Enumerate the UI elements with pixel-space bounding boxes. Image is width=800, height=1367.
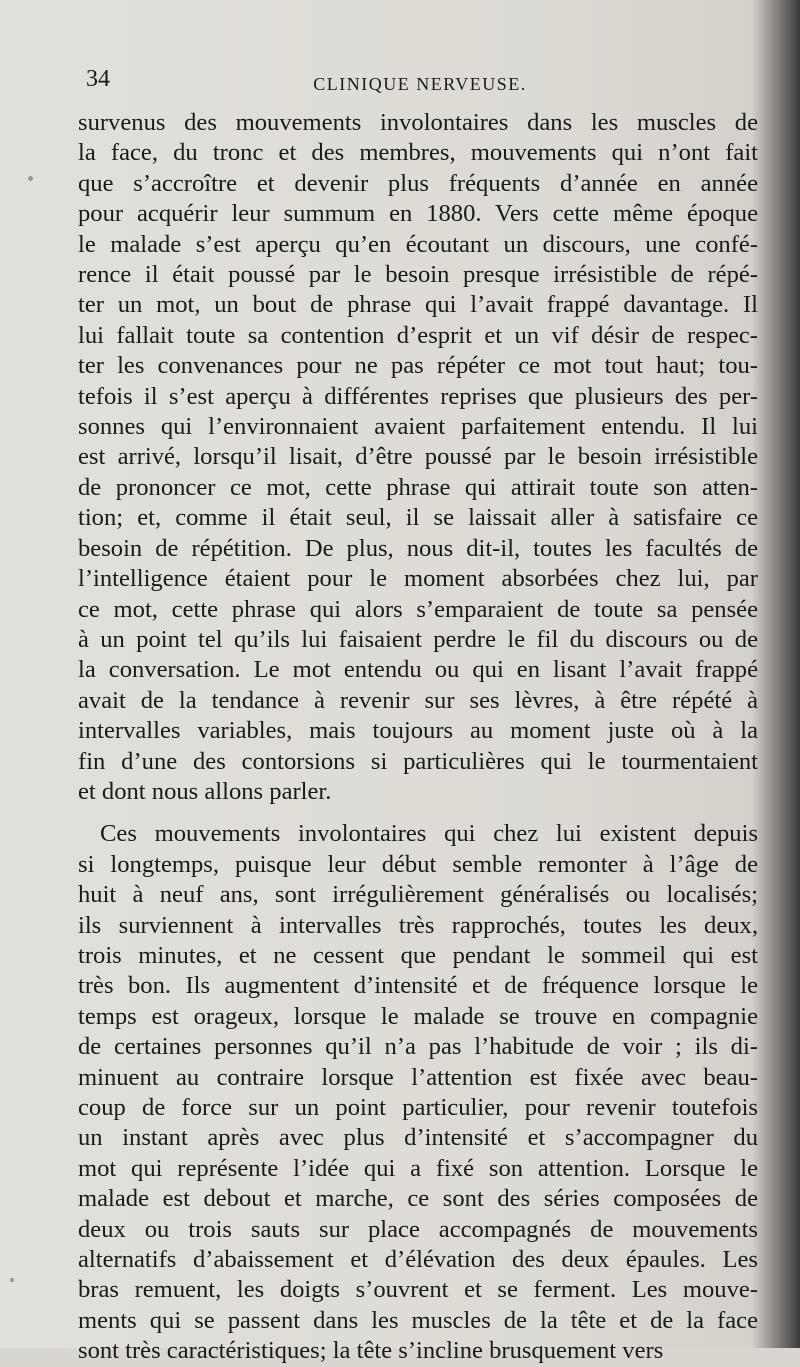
text-line: le malade s’est aperçu qu’en écoutant un discours, une confé- [78, 230, 758, 258]
text-line: à un point tel qu’ils lui faisaient perdre le fil du discours ou de [78, 625, 758, 653]
body-text [78, 108, 758, 1367]
text-line: sont très caractéristiques; la tête s’incline brusquement vers [78, 1337, 664, 1365]
text-line: que s’accroître et devenir plus fréquents d’année en année [78, 169, 758, 197]
running-head [84, 66, 756, 106]
ink-speck [28, 176, 33, 181]
text-line: tion; et, comme il était seul, il se laissait aller à satisfaire ce [78, 504, 758, 532]
paragraph [78, 819, 758, 1366]
text-line: avait de la tendance à revenir sur ses lèvres, à être répété à [78, 686, 758, 714]
text-line: lui fallait toute sa contention d’esprit et un vif désir de respec- [78, 321, 758, 349]
text-line: Ces mouvements involontaires qui chez lui existent depuis [100, 820, 758, 848]
text-line: pour acquérir leur summum en 1880. Vers cette même époque [78, 200, 758, 228]
text-line: bras remuent, les doigts s’ouvrent et se ferment. Les mouve- [78, 1276, 758, 1304]
text-line: l’intelligence étaient pour le moment absorbées chez lui, par [78, 565, 758, 593]
text-line: de certaines personnes qu’il n’a pas l’habitude de voir ; ils di- [78, 1033, 758, 1061]
running-title: CLINIQUE NERVEUSE. [313, 74, 527, 94]
text-line: malade est debout et marche, ce sont des séries composées de [78, 1185, 758, 1213]
page-number: 34 [86, 66, 110, 92]
text-line: ce mot, cette phrase qui alors s’emparaient de toute sa pensée [78, 595, 758, 623]
text-line: besoin de répétition. De plus, nous dit-il, toutes les facultés de [78, 534, 758, 562]
text-line: ter les convenances pour ne pas répéter ce mot tout haut; tou- [78, 352, 758, 380]
text-line: alternatifs d’abaissement et d’élévation des deux épaules. Les [78, 1246, 758, 1274]
text-line: survenus des mouvements involontaires dans les muscles de [78, 109, 758, 136]
text-line: ments qui se passent dans les muscles de la tête et de la face [78, 1306, 758, 1334]
text-line: très bon. Ils augmentent d’intensité et de fréquence lorsque le [78, 972, 758, 1000]
text-line: si longtemps, puisque leur début semble remonter à l’âge de [78, 850, 758, 878]
text-line: mot qui représente l’idée qui a fixé son attention. Lorsque le [78, 1154, 758, 1182]
text-line: coup de force sur un point particulier, pour revenir toutefois [78, 1094, 758, 1121]
text-line: temps est orageux, lorsque le malade se trouve en compagnie [78, 1002, 758, 1030]
text-line: ter un mot, un bout de phrase qui l’avait frappé davantage. Il [78, 291, 758, 319]
text-line: de prononcer ce mot, cette phrase qui attirait toute son atten- [78, 473, 758, 501]
text-line: sonnes qui l’environnaient avaient parfaitement entendu. Il lui [78, 413, 758, 441]
text-line: minuent au contraire lorsque l’attention est fixée avec beau- [78, 1063, 758, 1091]
text-line: un instant après avec plus d’intensité et s’accompagner du [78, 1124, 758, 1152]
text-line: intervalles variables, mais toujours au moment juste où à la [78, 717, 758, 745]
text-line: trois minutes, et ne cessent que pendant le sommeil qui est [78, 941, 758, 969]
text-line: est arrivé, lorsqu’il lisait, d’être poussé par le besoin irrésistible [78, 443, 758, 471]
text-line: huit à neuf ans, sont irrégulièrement généralisés ou localisés; [78, 881, 758, 909]
text-line: et dont nous allons parler. [78, 777, 332, 805]
paragraph [78, 108, 758, 807]
text-line: la face, du tronc et des membres, mouvements qui n’ont fait [78, 139, 758, 167]
text-line: la conversation. Le mot entendu ou qui en lisant l’avait frappé [78, 656, 758, 684]
text-line: rence il était poussé par le besoin presque irrésistible de répé- [78, 261, 758, 289]
text-line: deux ou trois sauts sur place accompagnés de mouvements [78, 1215, 758, 1243]
ink-speck [10, 1278, 14, 1282]
text-line: ils surviennent à intervalles très rapprochés, toutes les deux, [78, 911, 758, 939]
text-line: fin d’une des contorsions si particulières qui le tourmentaient [78, 747, 758, 775]
text-line: tefois il s’est aperçu à différentes reprises que plusieurs des per- [78, 382, 758, 410]
